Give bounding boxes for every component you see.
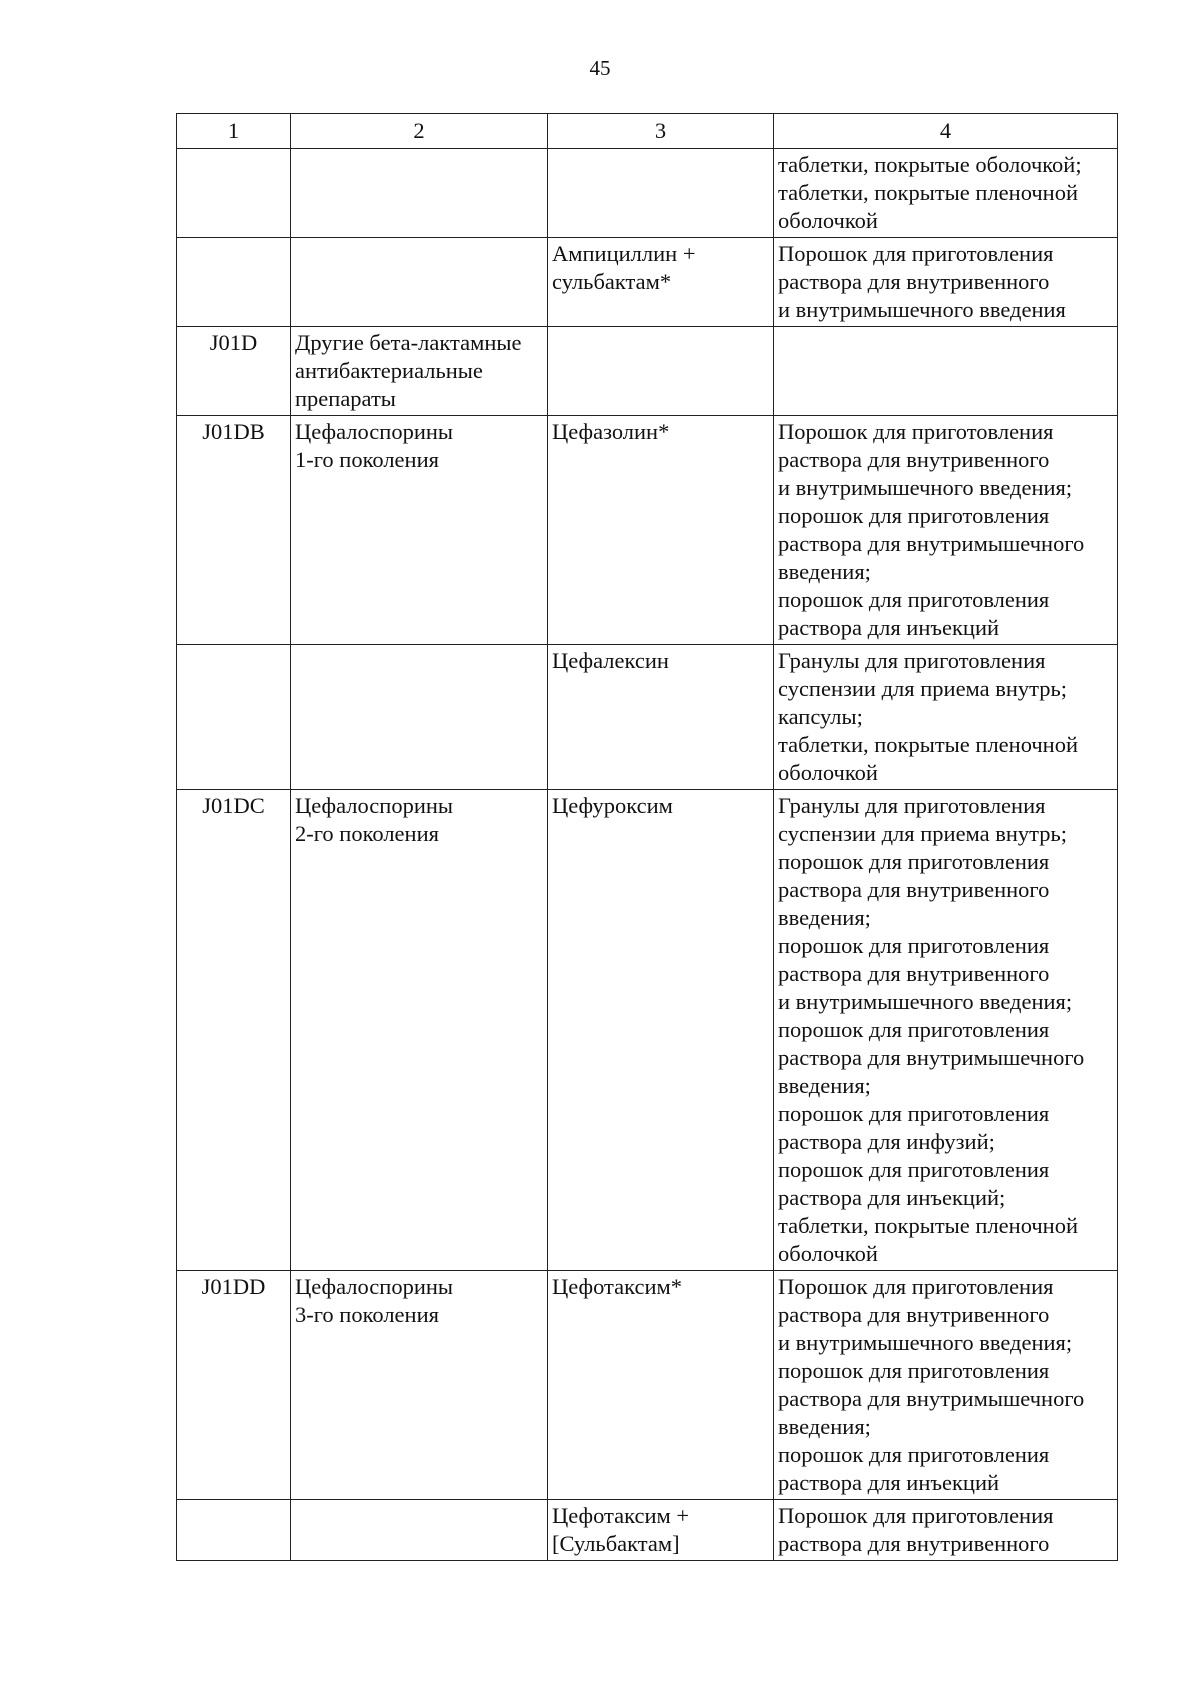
drug-cell: Цефуроксим	[548, 790, 774, 1271]
atc-code-cell: J01DC	[177, 790, 291, 1271]
column-header-4: 4	[774, 114, 1118, 149]
table-row	[177, 790, 1118, 1271]
group-cell	[291, 149, 548, 238]
drug-cell: Цефалексин	[548, 645, 774, 790]
table-row	[177, 327, 1118, 416]
drug-cell: Цефотаксим*	[548, 1271, 774, 1500]
dosage-forms-cell: Порошок для приготовления раствора для внутривенного и внутримышечного введения; порошок для приготовления раствора для внутримышечного введения; порошок для приготовления раствора для инъекций	[774, 1271, 1118, 1500]
atc-code-cell: J01D	[177, 327, 291, 416]
atc-code-cell: J01DB	[177, 416, 291, 645]
atc-code-cell	[177, 1500, 291, 1561]
table-row	[177, 238, 1118, 327]
table-row	[177, 149, 1118, 238]
atc-code-cell	[177, 645, 291, 790]
drug-cell: Цефотаксим + [Сульбактам]	[548, 1500, 774, 1561]
column-header-2: 2	[291, 114, 548, 149]
dosage-forms-cell: Порошок для приготовления раствора для внутривенного и внутримышечного введения	[774, 238, 1118, 327]
group-cell	[291, 238, 548, 327]
table-row	[177, 416, 1118, 645]
drug-table	[176, 113, 1118, 1561]
column-header-3: 3	[548, 114, 774, 149]
table-row	[177, 645, 1118, 790]
table-row	[177, 1500, 1118, 1561]
drug-cell	[548, 149, 774, 238]
table-row	[177, 1271, 1118, 1500]
atc-code-cell	[177, 238, 291, 327]
dosage-forms-cell: Порошок для приготовления раствора для внутривенного и внутримышечного введения; порошок для приготовления раствора для внутримышечного введения; порошок для приготовления раствора для инъекций	[774, 416, 1118, 645]
group-cell: Другие бета-лактамные антибактериальные препараты	[291, 327, 548, 416]
column-header-1: 1	[177, 114, 291, 149]
dosage-forms-cell: Порошок для приготовления раствора для внутривенного	[774, 1500, 1118, 1561]
dosage-forms-cell	[774, 327, 1118, 416]
table-header-row	[177, 114, 1118, 149]
dosage-forms-cell: Гранулы для приготовления суспензии для приема внутрь; капсулы; таблетки, покрытые пленочной оболочкой	[774, 645, 1118, 790]
group-cell: Цефалоспорины 2-го поколения	[291, 790, 548, 1271]
drug-cell: Ампициллин + сульбактам*	[548, 238, 774, 327]
group-cell: Цефалоспорины 1-го поколения	[291, 416, 548, 645]
atc-code-cell: J01DD	[177, 1271, 291, 1500]
dosage-forms-cell: Гранулы для приготовления суспензии для приема внутрь; порошок для приготовления раствора для внутривенного введения; порошок для приготовления раствора для внутривенного и внутримышечного введения; порошок для приготовления раствора для внутримышечного введения; порошок для приготовления раствора для инфузий; порошок для приготовления раствора для инъекций; таблетки, покрытые пленочной оболочкой	[774, 790, 1118, 1271]
atc-code-cell	[177, 149, 291, 238]
dosage-forms-cell: таблетки, покрытые оболочкой; таблетки, покрытые пленочной оболочкой	[774, 149, 1118, 238]
drug-cell: Цефазолин*	[548, 416, 774, 645]
page-number: 45	[589, 56, 611, 80]
group-cell	[291, 1500, 548, 1561]
group-cell: Цефалоспорины 3-го поколения	[291, 1271, 548, 1500]
drug-cell	[548, 327, 774, 416]
group-cell	[291, 645, 548, 790]
